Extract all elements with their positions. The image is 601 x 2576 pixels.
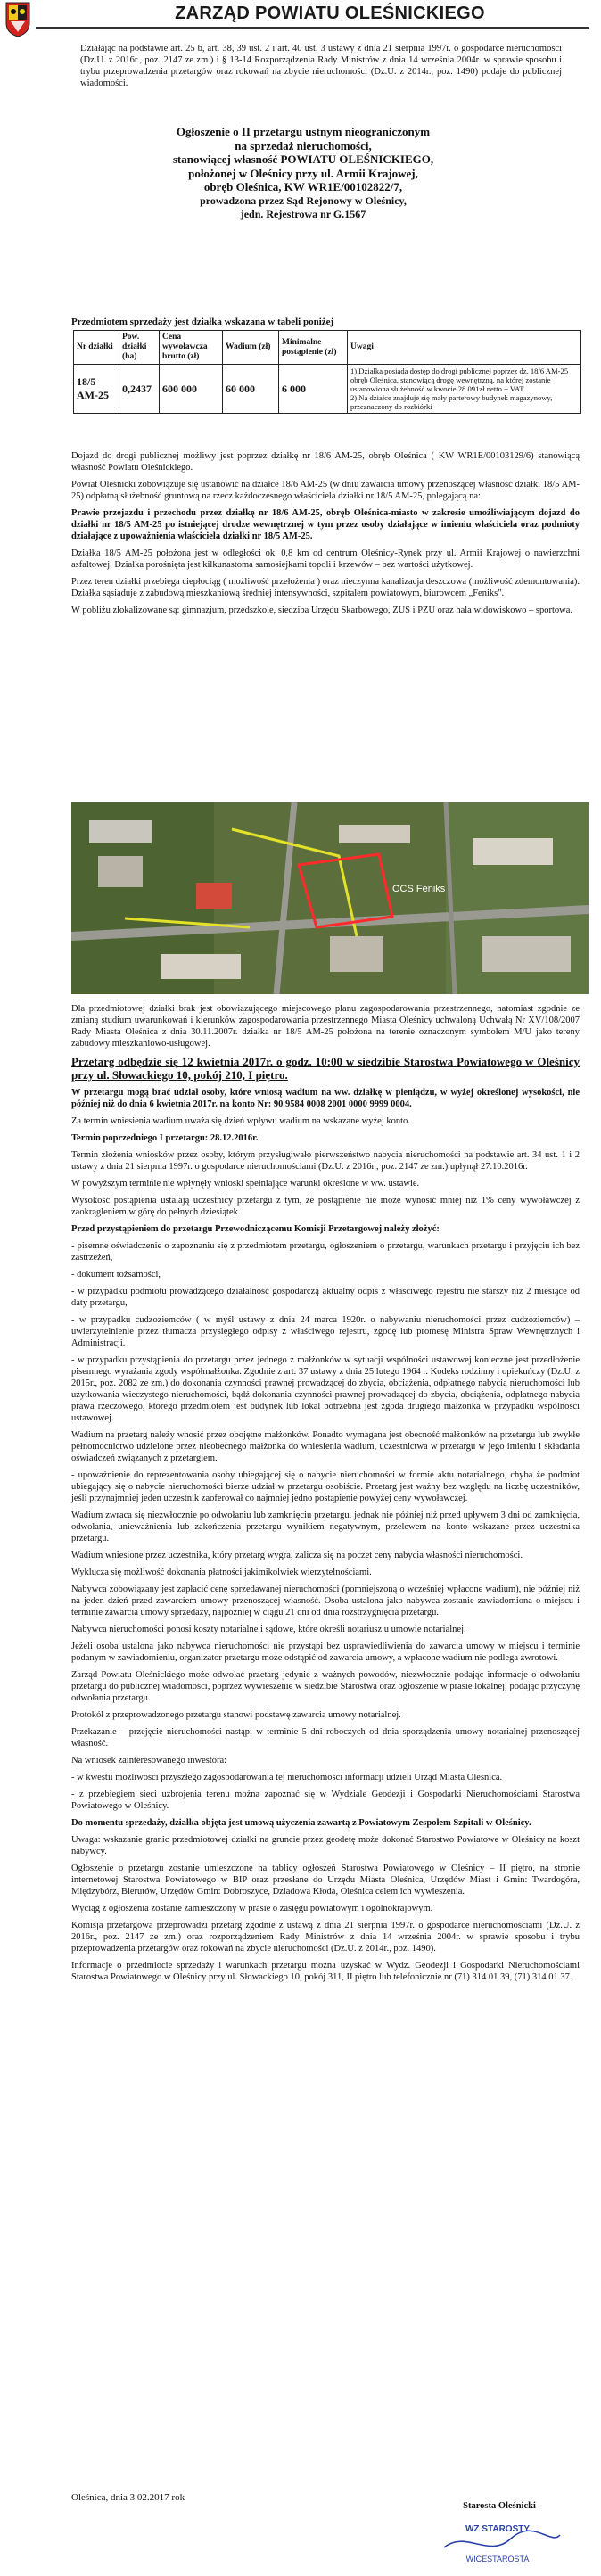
- terms-paragraph: Ogłoszenie o przetargu zostanie umieszczone na tablicy ogłoszeń Starostwa Powiatowego w Oleśnicy – II piętro, na stronie internetowej Starostwa Powiatowego w BIP oraz przesłane do Urzędu Miasta Oleśnica, Urzędów Miast i Gmin: Twardogóra, Międzybórz, Bierutów, Urzędów Gmin: Dobroszyce, Dziadowa Kłoda, Oleśnica celem ich wywieszenia.: [71, 1864, 580, 1897]
- column-header: Wadium (zł): [223, 331, 279, 365]
- header-divider: [36, 27, 589, 29]
- headline-line: jedn. Rejestrowa nr G.1567: [240, 208, 366, 220]
- map-label-feniks: OCS Feniks: [392, 884, 446, 894]
- easement-paragraph: Powiat Oleśnicki zobowiązuje się ustanowić na działce 18/6 AM-25 (w dniu zawarcia umowy przenoszącej własność działki 18/5 AM-25) odpłatną służebność gruntową na rzecz każdoczesnego właściciela działki nr 18/5 AM-25, polegającą na:: [71, 480, 580, 501]
- access-paragraph: Dojazd do drogi publicznej możliwy jest poprzez działkę nr 18/6 AM-25, obręb Oleśnica ( KW WR1E/00103129/6) stanowiącą własność Powiatu Oleśnickiego.: [71, 451, 580, 473]
- aerial-map-drawing: [71, 802, 589, 994]
- cell-min-increment: 6 000: [279, 365, 348, 414]
- table-row: [74, 365, 581, 414]
- terms-paragraph: Nabywca nieruchomości ponosi koszty notarialne i sądowe, które określi notariusz u umowie notarialnej.: [71, 1625, 466, 1634]
- announcement-headline: [71, 125, 535, 222]
- deposit-paragraph: W przetargu mogą brać udział osoby, które wniosą wadium na ww. działkę w pieniądzu, w wyżej określonej wysokości, nie później niż do dnia 6 kwietnia 2017r. na konto Nr: 90 9584 0008 2001 0000 9999 0004.: [71, 1088, 580, 1109]
- cell-remarks: [348, 365, 581, 414]
- terms-paragraph: Wadium wniesione przez uczestnika, który przetarg wygra, zalicza się na poczet ceny nabycia własności nieruchomości.: [71, 1551, 523, 1560]
- terms-paragraph: - w kwestii możliwości przyszłego zagospodarowania tej nieruchomości informacji udzieli Urząd Miasta Oleśnica.: [71, 1773, 503, 1782]
- requirement-item: - dokument tożsamości,: [71, 1270, 161, 1280]
- cell-price: 600 000: [160, 365, 223, 414]
- requirement-item: - w przypadku podmiotu prowadzącego działalność gospodarczą aktualny odpis z właściwego rejestru nie starszy niż 2 miesiące od daty przetargu,: [71, 1287, 580, 1308]
- stamp-line: WICESTAROSTA: [465, 2555, 530, 2564]
- letterhead: [0, 0, 601, 45]
- document-date: Oleśnica, dnia 3.02.2017 rok: [71, 2492, 185, 2503]
- requirement-item: - upoważnienie do reprezentowania osoby ubiegającej się o nabycie nieruchomości w formie aktu notarialnego, chyba że podmiot ubiegający się o nabycie nieruchomości bierze udział w przetargu osobiście. Przetarg jest ważny bez względu na liczbę uczestników, jeśli przynajmniej jeden uczestnik zaoferował co najmniej jedno postąpienie powyżej ceny wywoławczej.: [71, 1470, 580, 1503]
- tender-terms-section: [71, 1003, 580, 1988]
- utilities-paragraph: Przez teren działki przebiega ciepłociąg ( możliwość przełożenia ) oraz nieczynna kanalizacja deszczowa (możliwość zdemontowania). Działka sąsiaduje z zabudową mieszkaniową średniej intensywności, szpitalem powiatowym, biurowcem „Feniks".: [71, 577, 580, 598]
- priority-note: W powyższym terminie nie wpłynęły wnioski spełniające warunki określone w ww. ustawie.: [71, 1179, 420, 1189]
- requirement-item: - w przypadku przystąpienia do przetargu przez jednego z małżonków w sytuacji wspólności ustawowej konieczne jest przedłożenie pisemnego wyrażania zgody współmałżonka. Zgodnie z art. 37 ustawy z dnia 25 lutego 1964 r. Kodeks rodzinny i opiekuńczy (Dz.U. z 2015r., poz. 2082 ze zm.) do dokonania czynności prawnej prowadzącej do zbycia, obciążenia, odpłatnego nabycia nieruchomości lub użytkowania wieczystego nieruchomości, bądź dokonania czynności prawnej prowadzącej do zbycia, obciążenia, odpłatnego nabycia prawa rzeczowego, którego przedmiotem jest budynek lub lokal potrzebna jest zgoda drugiego małżonka w przypadku wspólności ustawowej.: [71, 1355, 580, 1423]
- cell-deposit: 60 000: [223, 365, 279, 414]
- column-header: Cena wywoławcza brutto (zł): [160, 331, 223, 365]
- terms-paragraph: Uwaga: wskazanie granic przedmiotowej działki na gruncie przez geodetę może dokonać Starostwo Powiatowe w Oleśnicy na koszt nabywcy.: [71, 1835, 580, 1856]
- column-header: Pow. działki (ha): [119, 331, 160, 365]
- surroundings-paragraph: W pobliżu zlokalizowane są: gimnazjum, przedszkole, siedziba Urzędu Skarbowego, ZUS i PZU oraz hala widowiskowo – sportowa.: [71, 605, 572, 615]
- legal-basis-paragraph: Działając na podstawie art. 25 b, art. 38, 39 ust. 2 i art. 40 ust. 3 ustawy z dnia 21 sierpnia 1997r. o gospodarce nieruchomości (Dz.U. z 2016r., poz. 2147 ze zm.) i § 13-14 Rozporządzenia Rady Ministrów z dnia 14 września 2004r. w sprawie sposobu i trybu przeprowadzenia przetargów oraz rokowań na zbycie nieruchomości (Dz.U. z 2014r., poz. 1490) podaje do publicznej wiadomości.: [80, 44, 562, 88]
- auction-date-paragraph: Przetarg odbędzie się 12 kwietnia 2017r. o godz. 10:00 w siedzibie Starostwa Powiatowego w Oleśnicy przy ul. Słowackiego 10, pokój 210, I piętro.: [71, 1055, 580, 1082]
- coat-of-arms-icon: [5, 2, 30, 37]
- increment-paragraph: Wysokość postąpienia ustalają uczestnicy przetargu z tym, że postąpienie nie może wynosić mniej niż 1% ceny wywoławczej z zaokrągleniem w górę do pełnych dziesiątek.: [71, 1196, 580, 1217]
- contact-paragraph: Informacje o przedmiocie sprzedaży i warunkach przetargu można uzyskać w Wydz. Geodezji i Gospodarki Nieruchomościami Starostwa Powiatowego w Oleśnicy przy ul. Słowackiego 10, pokój 311, II piętro lub telefonicznie nr (71) 314 01 39, (71) 314 01 37.: [71, 1961, 580, 1982]
- documents-heading: Przed przystąpieniem do przetargu Przewodniczącemu Komisji Przetargowej należy złożyć:: [71, 1224, 440, 1234]
- requirement-item: Wadium na przetarg należy wnosić przez obojętne małżonków. Ponadto wymagana jest obecność małżonków na przetargu lub zwykłe pełnomocnictwo udzielone przez nieobecnego małżonka do wniesienia wadium, uczestnictwa w przetargu w jego imieniu i składania oświadczeń związanych z przetargiem.: [71, 1430, 580, 1463]
- headline-line: obręb Oleśnica, KW WR1E/00102822/7,: [203, 180, 403, 193]
- terms-paragraph: Jeżeli osoba ustalona jako nabywca nieruchomości nie przystąpi bez usprawiedliwienia do zawarcia umowy w miejscu i terminie podanym w zawiadomieniu, organizator przetargu może odstąpić od zawarcia umowy, a wpłacone wadium nie podlega zwrotowi.: [71, 1642, 580, 1663]
- easement-terms-paragraph: Prawie przejazdu i przechodu przez działkę nr 18/6 AM-25, obręb Oleśnica-miasto w zakresie umożliwiającym dojazd do działki nr 18/5 AM-25 po istniejącej drodze wewnętrznej w tym przez osoby działające w imieniu właściciela oraz podmioty działające z upoważnienia właściciela działki nr 18/5 AM-25.: [71, 508, 580, 541]
- terms-paragraph: Wyklucza się możliwość dokonania płatności jakimikolwiek wierzytelnościami.: [71, 1568, 372, 1577]
- column-header: Minimalne postąpienie (zł): [279, 331, 348, 365]
- headline-line: położonej w Oleśnicy przy ul. Armii Krajowej,: [188, 166, 418, 180]
- column-header: Nr działki: [74, 331, 119, 365]
- stamp-line: WZ STAROSTY: [465, 2524, 531, 2534]
- table-caption: Przedmiotem sprzedaży jest działka wskazana w tabeli poniżej: [71, 317, 334, 327]
- requirement-item: - w przypadku cudzoziemców ( w myśl ustawy z dnia 24 marca 1920r. o nabywaniu nieruchomości przez cudzoziemców) – uwierzytelnienie przez tłumacza przysięgłego odpisy z właściwego rejestru, zgodę lub promesę Ministra Spraw Wewnętrznych i Administracji.: [71, 1315, 580, 1348]
- cell-area: 0,2437: [119, 365, 160, 414]
- page-title: ZARZĄD POWIATU OLEŚNICKIEGO: [175, 4, 485, 23]
- remark-item: 1) Działka posiada dostęp do drogi publicznej poprzez dz. 18/6 AM-25 obręb Oleśnica, stanowiącą drogę wewnętrzną, na której zostanie ustanowiona służebność w kwocie 28 091zł netto + VAT: [350, 366, 569, 393]
- lending-paragraph: Do momentu sprzedaży, działka objęta jest umową użyczenia zawartą z Powiatowym Zespołem Szpitali w Oleśnicy.: [71, 1818, 531, 1828]
- official-stamp: [426, 2519, 569, 2565]
- headline-line: Ogłoszenie o II przetargu ustnym nieograniczonym: [176, 125, 431, 138]
- requirement-item: - pisemne oświadczenie o zapoznaniu się z przedmiotem przetargu, ogłoszeniem o przetargu, warunkach przetargu i przyjęciu ich bez zastrzeżeń,: [71, 1241, 580, 1263]
- remark-item: 2) Na działce znajduje się mały parterowy budynek magazynowy, przeznaczony do rozbiórki: [350, 393, 553, 411]
- terms-paragraph: Nabywca zobowiązany jest zapłacić cenę sprzedawanej nieruchomości (pomniejszoną o wcześniej wpłacone wadium), nie później niż na jeden dzień przed zawarciem umowy przenoszącej własność. Osoba ustalona jako nabywca zostanie zawiadomiona o miejscu i terminie zawarcia umowy sprzedaży, najpóźniej w ciągu 21 dni od dnia rozstrzygnięcia przetargu.: [71, 1584, 580, 1617]
- deposit-note: Za termin wniesienia wadium uważa się dzień wpływu wadium na wskazane wyżej konto.: [71, 1116, 410, 1126]
- terms-paragraph: Komisja przetargowa przeprowadzi przetarg zgodnie z ustawą z dnia 21 sierpnia 1997r. o gospodarce nieruchomościami (Dz.U. z 2016r., poz. 2147 ze zm.) oraz rozporządzeniem Rady Ministrów z dnia 14 września 2004r. w sprawie sposobu i trybu przeprowadzenia przetargów oraz rokowań na zbycie nieruchomości (Dz.U. z 2014r., poz. 1490).: [71, 1921, 580, 1954]
- terms-paragraph: Zarząd Powiatu Oleśnickiego może odwołać przetarg jedynie z ważnych powodów, niezwłocznie podając informacje o odwołaniu przetargu do publicznej wiadomości, poprzez wywieszenie w siedzibie Starostwa oraz ogłoszenie w prasie lokalnej, podając przyczynę odwołania przetargu.: [71, 1670, 580, 1703]
- aerial-map-image: [71, 802, 589, 994]
- terms-paragraph: Wyciąg z ogłoszenia zostanie zamieszczony w prasie o zasięgu powiatowym i ogólnokrajowym.: [71, 1904, 433, 1913]
- terms-paragraph: Na wniosek zainteresowanego inwestora:: [71, 1756, 227, 1765]
- location-paragraph: Działka 18/5 AM-25 położona jest w odległości ok. 0,8 km od centrum Oleśnicy-Rynek przy ul. Armii Krajowej o nawierzchni asfaltowej. Działka porośnięta jest kilkunastoma samosiejkami topoli i krzewów – bez wartości użytkowej.: [71, 548, 580, 570]
- headline-line: prowadzona przez Sąd Rejonowy w Oleśnicy,: [200, 193, 407, 207]
- terms-paragraph: Przekazanie – przejęcie nieruchomości nastąpi w terminie 5 dni roboczych od dnia sporządzenia umowy notarialnej przenoszącej własność.: [71, 1727, 580, 1749]
- terms-paragraph: - z przebiegiem sieci uzbrojenia terenu można zapoznać się w Wydziale Geodezji i Gospodarki Nieruchomościami Starostwa Powiatowego w Oleśnicy.: [71, 1790, 580, 1811]
- terms-paragraph: Wadium zwraca się niezwłocznie po odwołaniu lub zamknięciu przetargu, jednak nie później niż przed upływem 3 dni od zamknięcia, odwołania, unieważnienia lub zakończenia przetargu wynikiem negatywnym, przelewem na konto wskazane przez uczestnika przetargu.: [71, 1510, 580, 1543]
- column-header: Uwagi: [348, 331, 581, 365]
- cell-plot-number: 18/5 AM-25: [74, 365, 119, 414]
- terms-paragraph: Protokół z przeprowadzonego przetargu stanowi podstawę zawarcia umowy notarialnej.: [71, 1710, 401, 1720]
- previous-auction-date: Termin poprzedniego I przetargu: 28.12.2016r.: [71, 1133, 259, 1143]
- description-section: [71, 450, 580, 621]
- priority-paragraph: Termin złożenia wniosków przez osoby, którym przysługiwało pierwszeństwo nabycia nieruchomości na podstawie art. 34 ust. 1 i 2 ustawy z dnia 21 sierpnia 1997r. o gospodarce nieruchomościami (Dz.U. z 2016r., poz. 2147 ze zm.) upłynął 27.10.2016r.: [71, 1150, 580, 1172]
- zoning-paragraph: Dla przedmiotowej działki brak jest obowiązującego miejscowego planu zagospodarowania przestrzennego, natomiast zgodnie ze zmianą studium uwarunkowań i kierunków zagospodarowania przestrzennego Miasta Oleśnicy uchwaloną Uchwałą Nr XV/108/2007 Rady Miasta Oleśnica z dnia 30.11.2007r. działka nr 18/5 AM-25 położona na terenie oznaczonym symbolem M/U jako tereny zabudowy mieszkaniowo-usługowej.: [71, 1004, 580, 1049]
- table-header-row: [74, 331, 581, 365]
- headline-line: na sprzedaż nieruchomości,: [235, 138, 372, 152]
- plot-table: [73, 330, 581, 414]
- signatory-title: Starosta Oleśnicki: [463, 2501, 536, 2511]
- signature-block: [419, 2501, 580, 2511]
- headline-line: stanowiącej własność POWIATU OLEŚNICKIEGO,: [172, 152, 434, 166]
